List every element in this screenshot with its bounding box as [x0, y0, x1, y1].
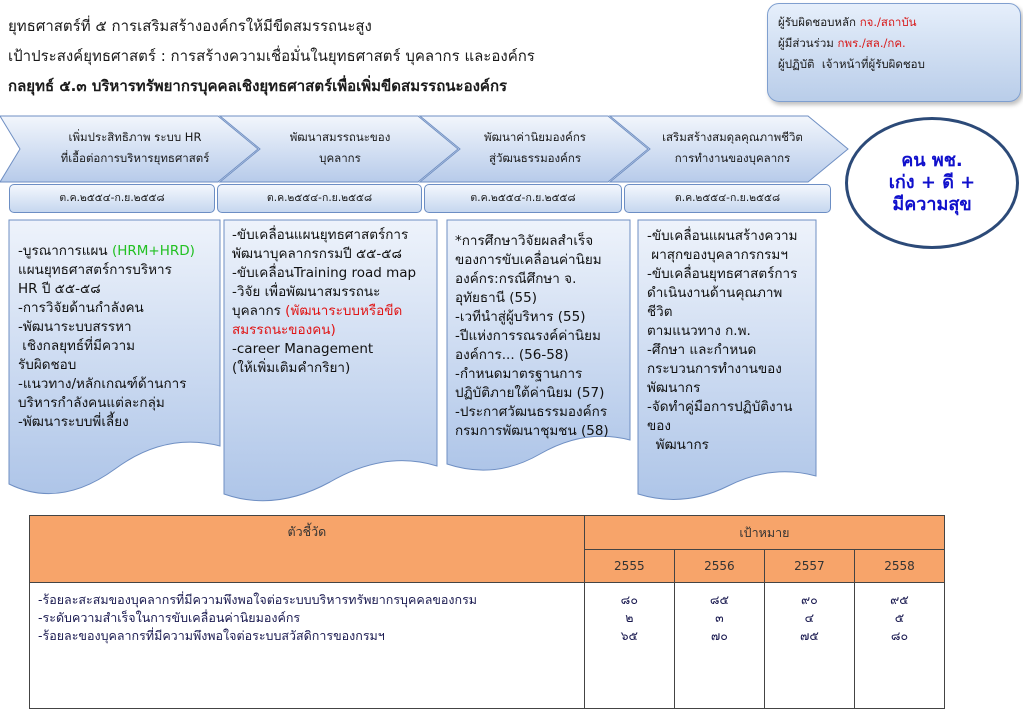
stage-3-label: พัฒนาค่านิยมองค์กร สู่วัฒนธรรมองค์กร [484, 130, 586, 165]
indicators-table [29, 515, 945, 709]
year-2557: 2557 [764, 550, 854, 583]
year-2556: 2556 [674, 550, 764, 583]
stage-4-label: เสริมสร้างสมดุลคุณภาพชีวิต การทำงานของบุคลากร [662, 130, 803, 165]
responsible-operator: ผู้ปฏิบัติ เจ้าหน้าที่ผู้รับผิดชอบ [778, 57, 925, 71]
activity-list-4: -ขับเคลื่อนแผนสร้างความ ผาสุกของบุคลากรกรมฯ -ขับเคลื่อนยุทธศาสตร์การ ดำเนินงานด้านคุณภาพ ชีวิต ตามแนวทาง ก.พ. -ศึกษา และกำหนด กระบวนการทำงานของ พัฒนากร -จัดทำคู่มือการปฏิบัติงาน ของ พัฒนากร [647, 228, 798, 453]
strategy-title: ยุทธศาสตร์ที่ ๕ การเสริมสร้างองค์กรให้มีขีดสมรรถนะสูง [8, 17, 372, 35]
year-2558: 2558 [854, 550, 944, 583]
targets-2555: ๘๐ ๒ ๖๕ [584, 583, 674, 709]
responsible-main: ผู้รับผิดชอบหลัก กจ./สถาบัน [778, 15, 917, 29]
stage-1-label: เพิ่มประสิทธิภาพ ระบบ HR ที่เอื้อต่อการบริหารยุทธศาสตร์ [60, 130, 210, 165]
strategic-goal: เป้าประสงค์ยุทธศาสตร์ : การสร้างความเชื่อมั่นในยุทธศาสตร์ บุคลากร และองค์กร [8, 47, 535, 65]
targets-2557: ๙๐ ๔ ๗๕ [764, 583, 854, 709]
targets-2558: ๙๕ ๕ ๘๐ [854, 583, 944, 709]
activity-list-3: *การศึกษาวิจัยผลสำเร็จ ของการขับเคลื่อนค่านิยม องค์กร:กรณีศึกษา จ. อุทัยธานี (55) -เวทีนำสู่ผู้บริหาร (55) -ปีแห่งการรณรงค์ค่านิยม องค์การ... (56-58) -กำหนดมาตรฐานการ ปฏิบัติภายใต้ค่านิยม (57) -ประกาศวัฒนธรรมองค์กร กรมการพัฒนาชุมชน (58) [455, 233, 609, 439]
stage-1-period: ต.ค.๒๕๕๔-ก.ย.๒๕๕๘ [9, 184, 215, 213]
indicator-header: ตัวชี้วัด [30, 516, 585, 583]
activity-list-1: -บูรณาการแผน (HRM+HRD) แผนยุทธศาสตร์การบริหาร HR ปี ๕๕-๕๘ -การวิจัยด้านกำลังคน -พัฒนาระบบสรรหา เชิงกลยุทธ์ที่มีความ รับผิดชอบ -แนวทาง/หลักเกณฑ์ด้านการ บริหารกำลังคนแต่ละกลุ่ม -พัฒนาระบบพี่เลี้ยง [18, 243, 195, 430]
responsible-box [767, 3, 1021, 102]
stage-3-period: ต.ค.๒๕๕๔-ก.ย.๒๕๕๘ [424, 184, 622, 213]
stage-4-period: ต.ค.๒๕๕๔-ก.ย.๒๕๕๘ [624, 184, 831, 213]
target-header: เป้าหมาย [584, 516, 944, 550]
year-2555: 2555 [584, 550, 674, 583]
activity-list-2: -ขับเคลื่อนแผนยุทธศาสตร์การ พัฒนาบุคลากรกรมปี ๕๕-๕๘ -ขับเคลื่อนTraining road map -วิจัย เพื่อพัฒนาสมรรถนะ บุคลากร (พัฒนาระบบหรือขีด สมรรถนะของคน) -career Management (ให้เพิ่มเติมคำกริยา) [232, 227, 417, 376]
table-row [30, 583, 945, 709]
stage-2-label: พัฒนาสมรรถนะของ บุคลากร [289, 130, 391, 165]
responsible-co: ผู้มีส่วนร่วม กพร./สล./กค. [778, 36, 906, 50]
goal-circle: คน พช. เก่ง + ดี + มีความสุข [845, 117, 1019, 249]
tactic-title: กลยุทธ์ ๕.๓ บริหารทรัพยากรบุคคลเชิงยุทธศาสตร์เพื่อเพิ่มขีดสมรรถนะองค์กร [8, 77, 508, 95]
targets-2556: ๘๕ ๓ ๗๐ [674, 583, 764, 709]
indicator-list: -ร้อยละสะสมของบุคลากรที่มีความพึงพอใจต่อระบบบริหารทรัพยากรบุคคลของกรม -ระดับความสำเร็จในการขับเคลื่อนค่านิยมองค์กร -ร้อยละของบุคลากรที่มีความพึงพอใจต่อระบบสวัสดิการของกรมฯ [30, 583, 585, 709]
stage-2-period: ต.ค.๒๕๕๔-ก.ย.๒๕๕๘ [217, 184, 422, 213]
